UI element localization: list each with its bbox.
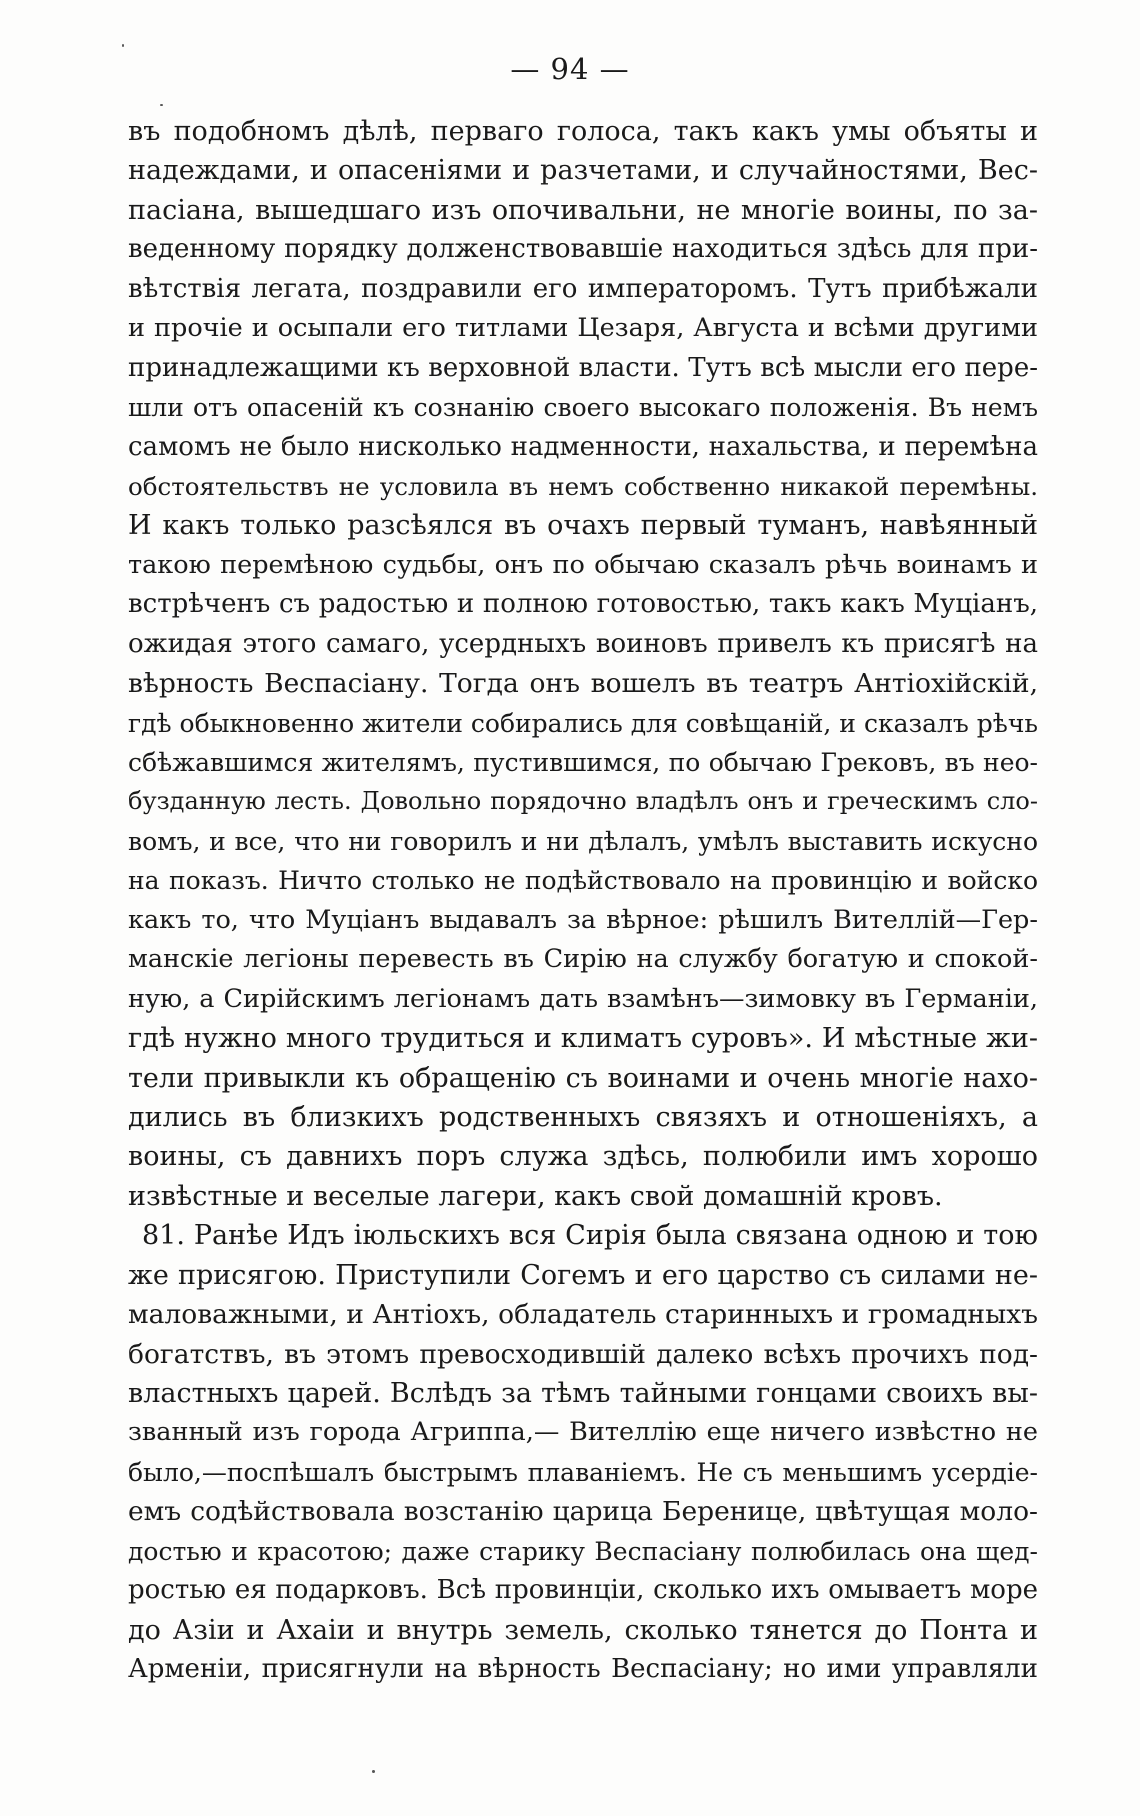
text-line: ожидая этого самаго, усердныхъ воиновъ привелъ къ присягѣ на: [128, 628, 1038, 659]
text-line: принадлежащими къ верховной власти. Тутъ всѣ мысли его пере-: [128, 352, 1038, 383]
text-line: же присягою. Приступили Согемъ и его царство съ силами не-: [128, 1259, 1038, 1291]
text-line: емъ содѣйствовала возстанію царица Береницe, цвѣтущая моло-: [128, 1496, 1038, 1528]
text-line: было,—поспѣшалъ быстрымъ плаваніемъ. Не съ меньшимъ усердіе-: [128, 1457, 1038, 1487]
text-line: тели привыкли къ обращенію съ воинами и очень многіе нахо-: [128, 1062, 1038, 1094]
text-line: какъ то, что Муціанъ выдавалъ за вѣрное: рѣшилъ Вителлій—Гер-: [128, 904, 1038, 935]
text-line: дились въ близкихъ родственныхъ связяхъ и отношеніяхъ, а: [128, 1101, 1038, 1133]
text-line: сбѣжавшимся жителямъ, пустившимся, по обычаю Грековъ, въ нео-: [128, 748, 1038, 777]
text-line: маловажными, и Антіохъ, обладатель старинныхъ и громадныхъ: [128, 1299, 1038, 1331]
text-line: въ подобномъ дѣлѣ, перваго голоса, такъ какъ умы объяты и: [128, 116, 1038, 147]
text-line: пасіана, вышедшаго изъ опочивальни, не многіе воины, по за-: [128, 194, 1038, 226]
text-line: вѣтствія легата, поздравили его императоромъ. Тутъ прибѣжали: [128, 273, 1038, 304]
text-line: на показъ. Ничто столько не подѣйствовало на провинцію и войско: [128, 866, 1038, 896]
body-text: [128, 112, 1038, 1690]
paper-speck: [372, 1770, 375, 1773]
text-line: гдѣ нужно много трудиться и климатъ суровъ». И мѣстные жи-: [128, 1023, 1038, 1055]
text-line: до Азіи и Ахаіи и внутрь земель, сколько тянется до Понта и: [128, 1614, 1038, 1646]
text-line: гдѣ обыкновенно жители собирались для совѣщаній, и сказалъ рѣчь: [128, 708, 1038, 738]
text-line: вѣрность Веспасіану. Тогда онъ вошелъ въ театръ Антіохійскій,: [128, 668, 1038, 700]
text-line: ную, а Сирійскимъ легіонамъ дать взамѣнъ—зимовку въ Германіи,: [128, 983, 1038, 1014]
text-line: воины, съ давнихъ поръ служа здѣсь, полюбили имъ хорошо: [128, 1141, 1038, 1173]
text-line: Арменіи, присягнули на вѣрность Веспасіану; но ими управляли: [128, 1654, 1038, 1685]
text-line: самомъ не было нисколько надменности, нахальства, и перемѣна: [128, 431, 1038, 462]
paper-speck: [122, 44, 124, 47]
text-line: шли отъ опасеній къ сознанію своего высокаго положенія. Въ немъ: [128, 393, 1038, 423]
text-line: достью и красотою; даже старику Веспасіану полюбилась она щед-: [128, 1536, 1038, 1566]
page-number: — 94 —: [510, 52, 630, 86]
text-line: ростью ея подарковъ. Всѣ провинціи, сколько ихъ омываетъ море: [128, 1575, 1038, 1606]
text-line: надеждами, и опасеніями и разчетами, и случайностями, Вес-: [128, 155, 1038, 187]
text-line: званный изъ города Агриппа,— Вителлію еще ничего извѣстно не: [128, 1417, 1038, 1448]
text-line: вомъ, и все, что ни говорилъ и ни дѣлалъ, умѣлъ выставить искусно: [128, 826, 1038, 856]
text-line: такою перемѣною судьбы, онъ по обычаю сказалъ рѣчь воинамъ и: [128, 549, 1038, 580]
text-line: обстоятельствъ не условила въ немъ собственно никакой перемѣны.: [128, 471, 1038, 501]
section-81-first-line: 81. Ранѣе Идъ іюльскихъ вся Сирія была связана одною и тою: [142, 1220, 1038, 1252]
text-line: веденному порядку долженствовавшіе находиться здѣсь для при-: [128, 234, 1038, 265]
text-line: властныхъ царей. Вслѣдъ за тѣмъ тайными гонцами своихъ вы-: [128, 1378, 1038, 1409]
text-line: И какъ только разсѣялся въ очахъ первый туманъ, навѣянный: [128, 510, 1038, 542]
text-line: встрѣченъ съ радостью и полною готовостью, такъ какъ Муціанъ,: [128, 589, 1038, 620]
paper-speck: [160, 104, 163, 106]
paragraph-end-line: извѣстные и веселые лагери, какъ свой домашній кровъ.: [128, 1180, 943, 1212]
text-line: бузданную лесть. Довольно порядочно владѣлъ онъ и греческимъ сло-: [128, 787, 1038, 816]
text-line: богатствъ, въ этомъ превосходившій далеко всѣхъ прочихъ под-: [128, 1338, 1038, 1370]
text-line: и прочіе и осыпали его титлами Цезаря, Августа и всѣми другими: [128, 313, 1038, 344]
text-line: манскіе легіоны перевесть въ Сирію на службу богатую и спокой-: [128, 944, 1038, 975]
